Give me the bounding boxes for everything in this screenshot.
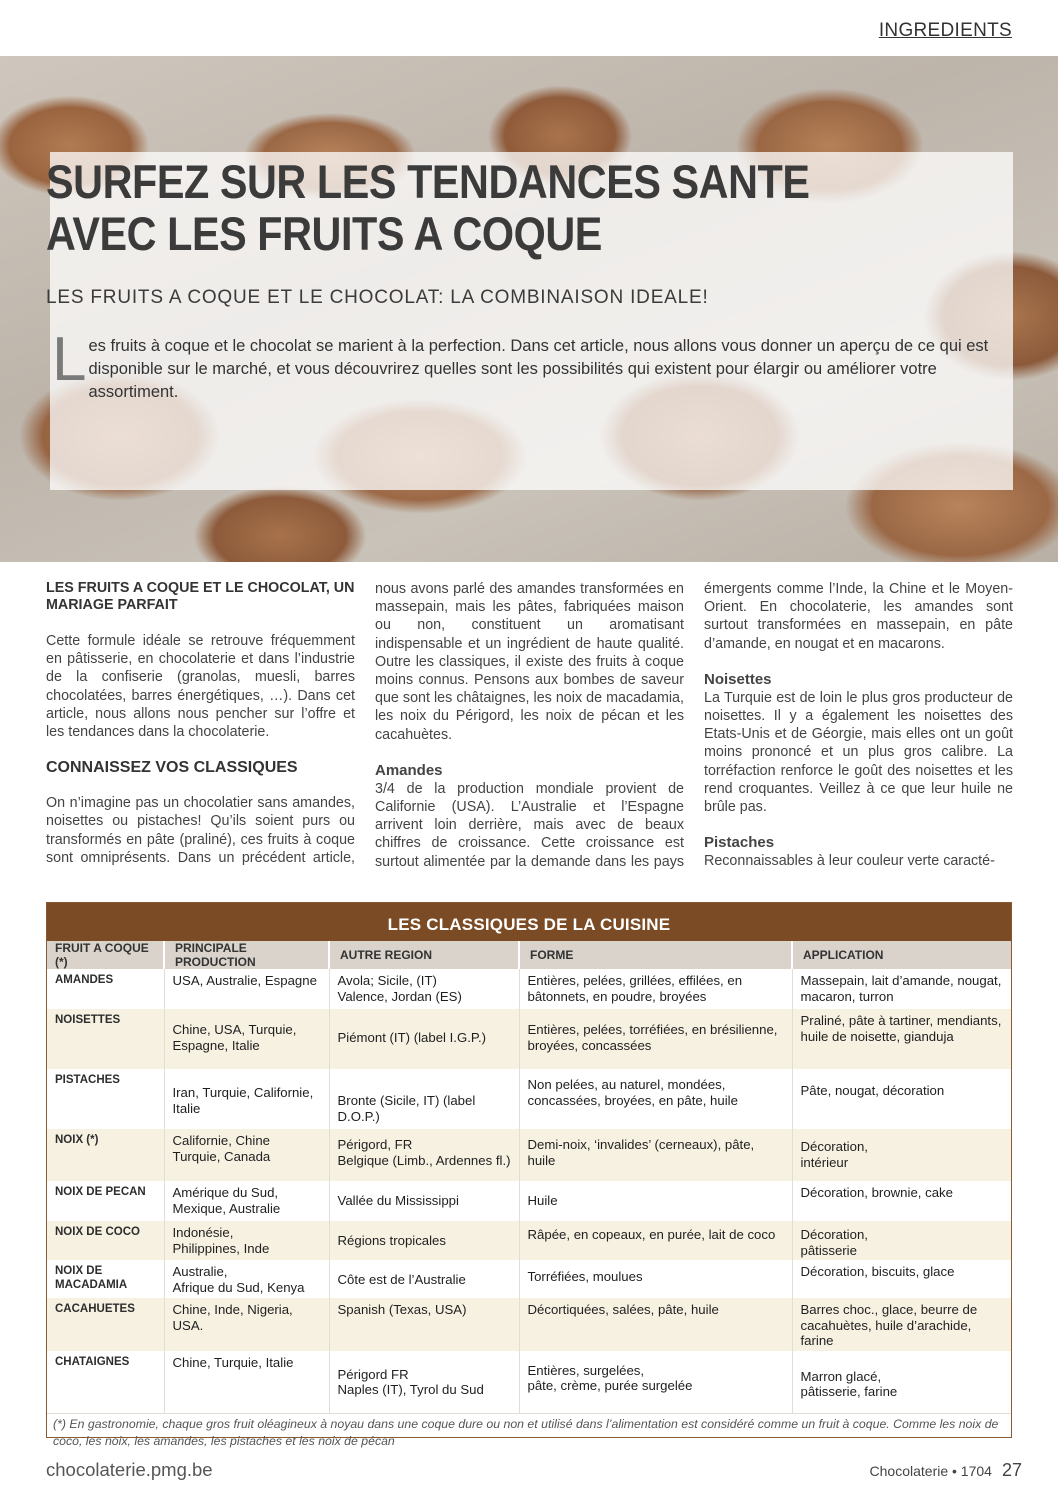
cell-fruit: CACAHUETES — [47, 1298, 164, 1351]
cell-forme: Entières, pelées, grillées, effilées, en bâtonnets, en poudre, broyées — [519, 969, 792, 1009]
table-header-row — [47, 941, 1011, 969]
cell-forme — [519, 1009, 792, 1069]
cell-forme-text: Torréfiées, moulues — [527, 1269, 643, 1284]
table-title: LES CLASSIQUES DE LA CUISINE — [47, 903, 1011, 941]
cell-application-text: Décoration, pâtisserie — [800, 1227, 868, 1258]
table-row — [47, 1181, 1011, 1221]
table-grid — [47, 941, 1011, 1413]
table-row — [47, 1298, 1011, 1351]
cell-production: Indonésie, Philippines, Inde — [164, 1221, 329, 1260]
cell-fruit: CHATAIGNES — [47, 1351, 164, 1413]
table-footnote: (*) En gastronomie, chaque gros fruit oléagineux à noyau dans une coque dure ou non et utilisé dans l’alimentation est considéré comme un fruit à coque. Comme les noix de coco, les noix, les amandes, les pistaches et les noix de pécan — [47, 1413, 1011, 1450]
cell-production: Chine, Inde, Nigeria, USA. — [164, 1298, 329, 1351]
cell-forme-text: Râpée, en copeaux, en purée, lait de coco — [527, 1227, 776, 1242]
cell-fruit: NOIX DE PECAN — [47, 1181, 164, 1221]
cell-fruit: NOISETTES — [47, 1009, 164, 1069]
heading-noisettes: Noisettes — [704, 670, 772, 688]
table-row — [47, 1009, 1011, 1069]
header-fruit: FRUIT A COQUE (*) — [47, 941, 164, 969]
cell-region — [329, 1129, 519, 1181]
intro-text: es fruits à coque et le chocolat se marient à la perfection. Dans cet article, nous allons vous donner un aperçu de ce qui est disponible sur le marché, et vous découvrirez quelles sont les possibilités qui existent pour élargir ou améliorer votre assortiment. — [88, 337, 989, 401]
cell-fruit: PISTACHES — [47, 1069, 164, 1129]
cell-application — [792, 1351, 1011, 1413]
heading-mariage: LES FRUITS A COQUE ET LE CHOCOLAT, UN MARIAGE PARFAIT — [46, 580, 355, 613]
cell-region-text: Périgord FR Naples (IT), Tyrol du Sud — [337, 1366, 484, 1397]
cell-region-text: Régions tropicales — [337, 1233, 446, 1248]
cell-application — [792, 1129, 1011, 1181]
cell-application: Décoration, biscuits, glace — [792, 1260, 1011, 1298]
paragraph-amandes: 3/4 de la production mondiale provient de Californie (USA). L’Australie et l’Espagne arrivent loin derrière, mais avec de beaux chiffres de croissance. Cette croissance est surtout alimentée par la demande dans les pays émergents comme l’Inde, la Chine et le Moyen-Orient. En chocolaterie, les amandes sont surtout transformées en massepain, en pâte d’amande, en nougat et en macarons. — [375, 581, 1013, 870]
header-region: AUTRE REGION — [329, 941, 519, 969]
table-row — [47, 969, 1011, 1009]
cell-production: Australie, Afrique du Sud, Kenya — [164, 1260, 329, 1298]
cell-region — [329, 1351, 519, 1413]
paragraph-classiques: On n’imagine pas un chocolatier sans amandes, noisettes ou pistaches! Qu’ils soient purs ou transformés en pâte (praliné), ces fruits à coque sont omniprésents. Dans un précédent article, nous avons parlé des amandes transformées en massepain, mais les pâtes, fabriquées maison ou non, constituent un aromatisant indispensable et un ingrédient de haute qualité. Outre les classiques, il existe des fruits à coque moins connus. Pensons aux bombes de saveur que sont les châtaignes, les noix de macadamia, les noix du Périgord, les noix de pécan et les cacahuètes. — [46, 581, 684, 866]
section-tag: INGREDIENTS — [878, 20, 1012, 41]
cell-region-text: Périgord, FR Belgique (Limb., Ardennes fl.) — [337, 1137, 511, 1168]
cell-region — [329, 1221, 519, 1260]
paragraph-pistaches: Reconnaissables à leur couleur verte caracté- — [704, 853, 995, 870]
cell-production: USA, Australie, Espagne — [164, 969, 329, 1009]
table-row — [47, 1069, 1011, 1129]
cell-forme — [519, 1221, 792, 1260]
cell-region — [329, 1069, 519, 1129]
cell-forme — [519, 1351, 792, 1413]
cell-fruit: NOIX (*) — [47, 1129, 164, 1181]
table-row — [47, 1129, 1011, 1181]
cell-forme-text: Entières, pelées, torréfiées, en brésilienne, broyées, concassées — [527, 1022, 778, 1053]
article-body — [46, 580, 1013, 872]
cell-forme: Décortiquées, salées, pâte, huile — [519, 1298, 792, 1351]
cell-production: Amérique du Sud, Mexique, Australie — [164, 1181, 329, 1221]
heading-pistaches: Pistaches — [704, 834, 775, 852]
title-line-1: SURFEZ SUR LES TENDANCES SANTE — [46, 155, 810, 208]
header-application: APPLICATION — [792, 941, 1011, 969]
cell-forme-text: Huile — [527, 1193, 558, 1208]
cell-application: Praliné, pâte à tartiner, mendiants, huile de noisette, gianduja — [792, 1009, 1011, 1069]
cell-fruit: NOIX DE MACADAMIA — [47, 1260, 164, 1298]
cell-application-text: Décoration, intérieur — [800, 1139, 868, 1170]
cell-forme — [519, 1129, 792, 1181]
header-production: PRINCIPALE PRODUCTION — [164, 941, 329, 969]
paragraph-mariage: Cette formule idéale se retrouve fréquemment en pâtisserie, en chocolaterie et dans l’industrie de la confiserie (granolas, muesli, barres chocolatées, barres énergétiques, …). Dans cet article, nous allons nous pencher sur l’offre et les tendances dans la chocolaterie. — [46, 633, 355, 741]
cell-region — [329, 1260, 519, 1298]
cell-production: Californie, Chine Turquie, Canada — [164, 1129, 329, 1181]
cell-forme — [519, 1260, 792, 1298]
paragraph-noisettes: La Turquie est de loin le plus gros producteur de noisettes. Il y a également les noisettes des Etats-Unis et de Géorgie, mais elles ont un goût moins prononcé et un plus gros calibre. La torréfaction renforce le goût des noisettes et les rend croquantes. Veillez à ce que leur huile ne brûle pas. — [704, 689, 1013, 816]
intro-paragraph — [52, 325, 1010, 404]
cell-application: Décoration, brownie, cake — [792, 1181, 1011, 1221]
hero-image — [0, 56, 1058, 562]
cell-application-text: Marron glacé, pâtisserie, farine — [800, 1368, 898, 1399]
dropcap: L — [52, 325, 87, 394]
header-forme: FORME — [519, 941, 792, 969]
cell-production — [164, 1009, 329, 1069]
cell-application — [792, 1221, 1011, 1260]
cell-forme-text: Demi-noix, ‘invalides’ (cerneaux), pâte, huile — [527, 1137, 755, 1168]
heading-classiques: CONNAISSEZ VOS CLASSIQUES — [46, 759, 298, 777]
cell-production-text: Chine, USA, Turquie, Espagne, Italie — [172, 1022, 297, 1053]
footer-website[interactable]: chocolaterie.pmg.be — [46, 1459, 213, 1480]
cell-forme — [519, 1069, 792, 1129]
table-row — [47, 1260, 1011, 1298]
page-subtitle: LES FRUITS A COQUE ET LE CHOCOLAT: LA COMBINAISON IDEALE! — [46, 287, 709, 308]
cell-region-text: Bronte (Sicile, IT) (label D.O.P.) — [337, 1093, 476, 1124]
cell-application: Barres choc., glace, beurre de cacahuètes, huile d’arachide, farine — [792, 1298, 1011, 1351]
classics-table — [46, 902, 1012, 1448]
table-row — [47, 1351, 1011, 1413]
cell-application — [792, 1069, 1011, 1129]
cell-production: Chine, Turquie, Italie — [164, 1351, 329, 1413]
cell-region: Avola; Sicile, (IT) Valence, Jordan (ES) — [329, 969, 519, 1009]
cell-region: Spanish (Texas, USA) — [329, 1298, 519, 1351]
magazine-issue: Chocolaterie • 1704 — [869, 1463, 992, 1479]
table-row — [47, 1221, 1011, 1260]
cell-region — [329, 1009, 519, 1069]
cell-forme — [519, 1181, 792, 1221]
cell-fruit: AMANDES — [47, 969, 164, 1009]
cell-production — [164, 1069, 329, 1129]
cell-region-text: Vallée du Mississippi — [337, 1193, 459, 1208]
cell-region-text: Côte est de l’Australie — [337, 1272, 466, 1287]
page-title — [46, 156, 882, 260]
heading-amandes: Amandes — [375, 761, 443, 779]
title-line-2: AVEC LES FRUITS A COQUE — [46, 207, 602, 260]
page-number: 27 — [1001, 1460, 1022, 1480]
cell-region — [329, 1181, 519, 1221]
cell-forme-text: Entières, surgelées, pâte, crème, purée surgelée — [527, 1362, 693, 1393]
footer-info — [870, 1460, 1022, 1481]
cell-application-text: Pâte, nougat, décoration — [800, 1083, 945, 1098]
cell-region-text: Piémont (IT) (label I.G.P.) — [337, 1030, 487, 1045]
cell-fruit: NOIX DE COCO — [47, 1221, 164, 1260]
cell-forme-text: Non pelées, au naturel, mondées, concassées, broyées, en pâte, huile — [527, 1077, 738, 1108]
cell-application: Massepain, lait d’amande, nougat, macaron, turron — [792, 969, 1011, 1009]
cell-production-text: Iran, Turquie, Californie, Italie — [172, 1085, 314, 1116]
